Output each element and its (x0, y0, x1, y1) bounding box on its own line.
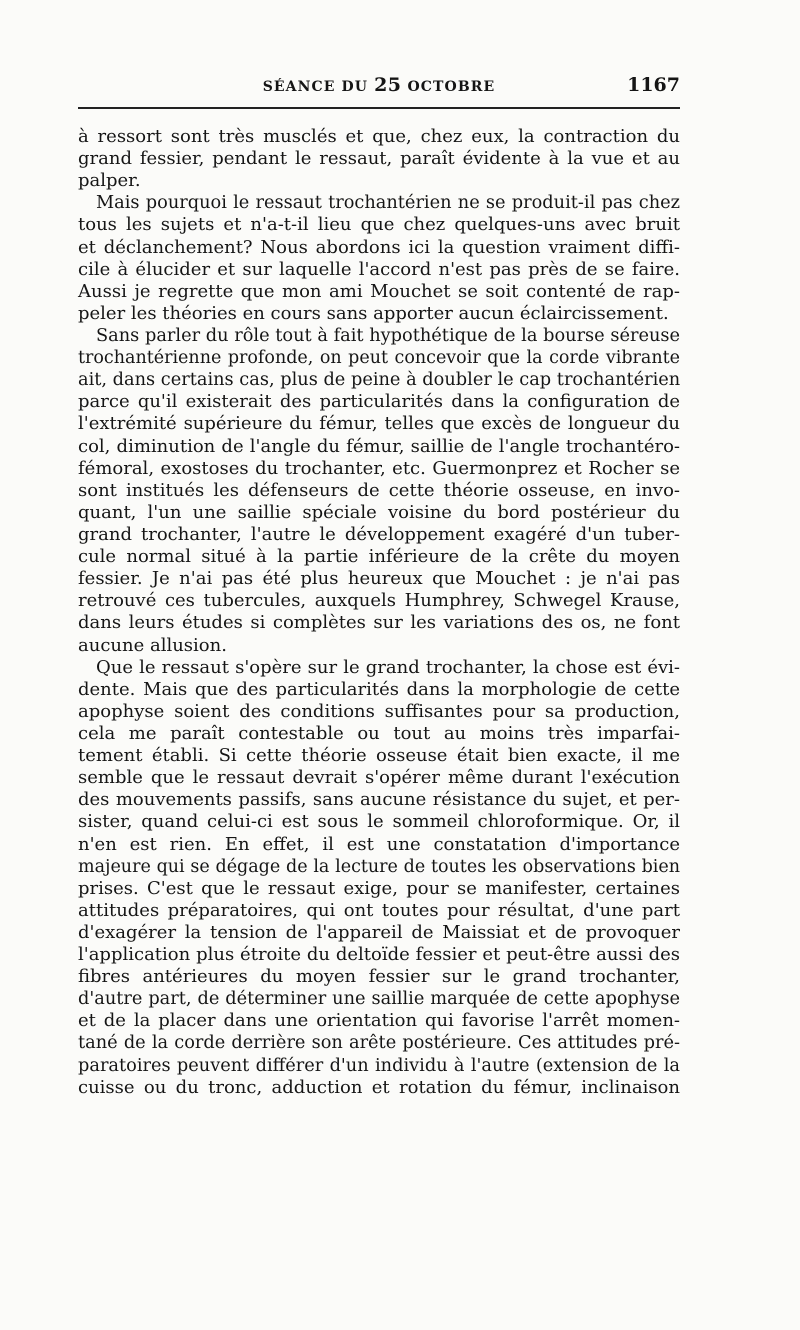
body-text (78, 126, 680, 1099)
text-line: cile à élucider et sur laquelle l'accord n'est pas près de se faire. (78, 258, 680, 280)
text-line: grand fessier, pendant le ressaut, paraît évidente à la vue et au (78, 148, 680, 170)
text-line: col, diminution de l'angle du fémur, saillie de l'angle trochantéro- (78, 435, 680, 457)
text-line: retrouvé ces tubercules, auxquels Humphrey, Schwegel Krause, (78, 590, 680, 612)
text-line: tous les sujets et n'a-t-il lieu que chez quelques-uns avec bruit (78, 214, 680, 236)
text-line: fémoral, exostoses du trochanter, etc. Guermonprez et Rocher se (78, 457, 680, 479)
text-line: ait, dans certains cas, plus de peine à doubler le cap trochantérien (78, 370, 681, 391)
text-line: l'extrémité supérieure du fémur, telles que excès de longueur du (78, 413, 680, 435)
running-title (78, 73, 680, 99)
text-line: et déclanchement? Nous abordons ici la question vraiment diffi- (78, 236, 680, 258)
running-head (78, 73, 680, 97)
text-line: Sans parler du rôle tout à fait hypothétique de la bourse séreuse (96, 325, 680, 346)
text-line: à ressort sont très musclés et que, chez eux, la contraction du (78, 126, 680, 147)
text-line: Aussi je regrette que mon ami Mouchet se soit contenté de rap- (78, 280, 680, 302)
text-line: tement établi. Si cette théorie osseuse était bien exacte, il me (78, 745, 680, 767)
text-line: l'application plus étroite du deltoïde fessier et peut-être aussi des (78, 944, 680, 966)
text-line: sont institués les défenseurs de cette théorie osseuse, en invo- (78, 479, 680, 501)
text-line: d'autre part, de déterminer une saillie marquée de cette apophyse (78, 989, 680, 1010)
text-line: cule normal situé à la partie inférieure de la crête du moyen (78, 546, 680, 568)
text-line: dente. Mais que des particularités dans la morphologie de cette (78, 678, 680, 700)
text-line: et de la placer dans une orientation qui favorise l'arrêt momen- (78, 1010, 680, 1032)
text-line: peler les théories en cours sans apporter aucun éclaircissement. (78, 302, 669, 324)
header-rule (78, 107, 680, 109)
text-line: paratoires peuvent différer d'un individu à l'autre (extension de la (78, 1055, 680, 1076)
text-line: quant, l'un une saillie spéciale voisine du bord postérieur du (78, 501, 680, 523)
running-title-month: OCTOBRE (401, 79, 496, 95)
text-line: Mais pourquoi le ressaut trochantérien ne se produit-il pas chez (96, 193, 680, 214)
text-line: sister, quand celui-ci est sous le sommeil chloroformique. Or, il (78, 811, 680, 833)
text-line: majeure qui se dégage de la lecture de toutes les observations bien (78, 856, 680, 877)
text-line: grand trochanter, l'autre le développement exagéré d'un tuber- (78, 523, 680, 545)
text-line: Que le ressaut s'opère sur le grand trochanter, la chose est évi- (96, 656, 680, 678)
text-line: apophyse soient des conditions suffisantes pour sa production, (78, 700, 680, 722)
page-number: 1167 (627, 74, 680, 96)
text-line: dans leurs études si complètes sur les variations des os, ne font (78, 612, 680, 634)
text-line: d'exagérer la tension de l'appareil de Maissiat et de provoquer (78, 921, 680, 943)
text-line: n'en est rien. En effet, il est une constatation d'importance (78, 833, 680, 855)
text-line: aucune allusion. (78, 634, 227, 656)
text-line: cuisse ou du tronc, adduction et rotation du fémur, inclinaison (78, 1076, 680, 1098)
running-title-prefix: SÉANCE DU (262, 79, 375, 95)
text-line: tané de la corde derrière son arête postérieure. Ces attitudes pré- (78, 1033, 680, 1054)
text-line: semble que le ressaut devrait s'opérer même durant l'exécution (78, 767, 680, 789)
text-line: cela me paraît contestable ou tout au moins très imparfai- (78, 722, 680, 744)
running-title-day: 25 (374, 74, 402, 96)
text-line: des mouvements passifs, sans aucune résistance du sujet, et per- (78, 789, 680, 811)
text-line: prises. C'est que le ressaut exige, pour se manifester, certaines (78, 877, 680, 899)
text-line: palper. (78, 170, 141, 192)
text-line: trochantérienne profonde, on peut concevoir que la corde vibrante (78, 348, 680, 369)
text-line: fibres antérieures du moyen fessier sur le grand trochanter, (78, 966, 680, 988)
text-line: attitudes préparatoires, qui ont toutes pour résultat, d'une part (78, 899, 680, 921)
text-line: parce qu'il existerait des particularités dans la configuration de (78, 391, 680, 413)
text-line: fessier. Je n'ai pas été plus heureux que Mouchet : je n'ai pas (78, 568, 680, 590)
